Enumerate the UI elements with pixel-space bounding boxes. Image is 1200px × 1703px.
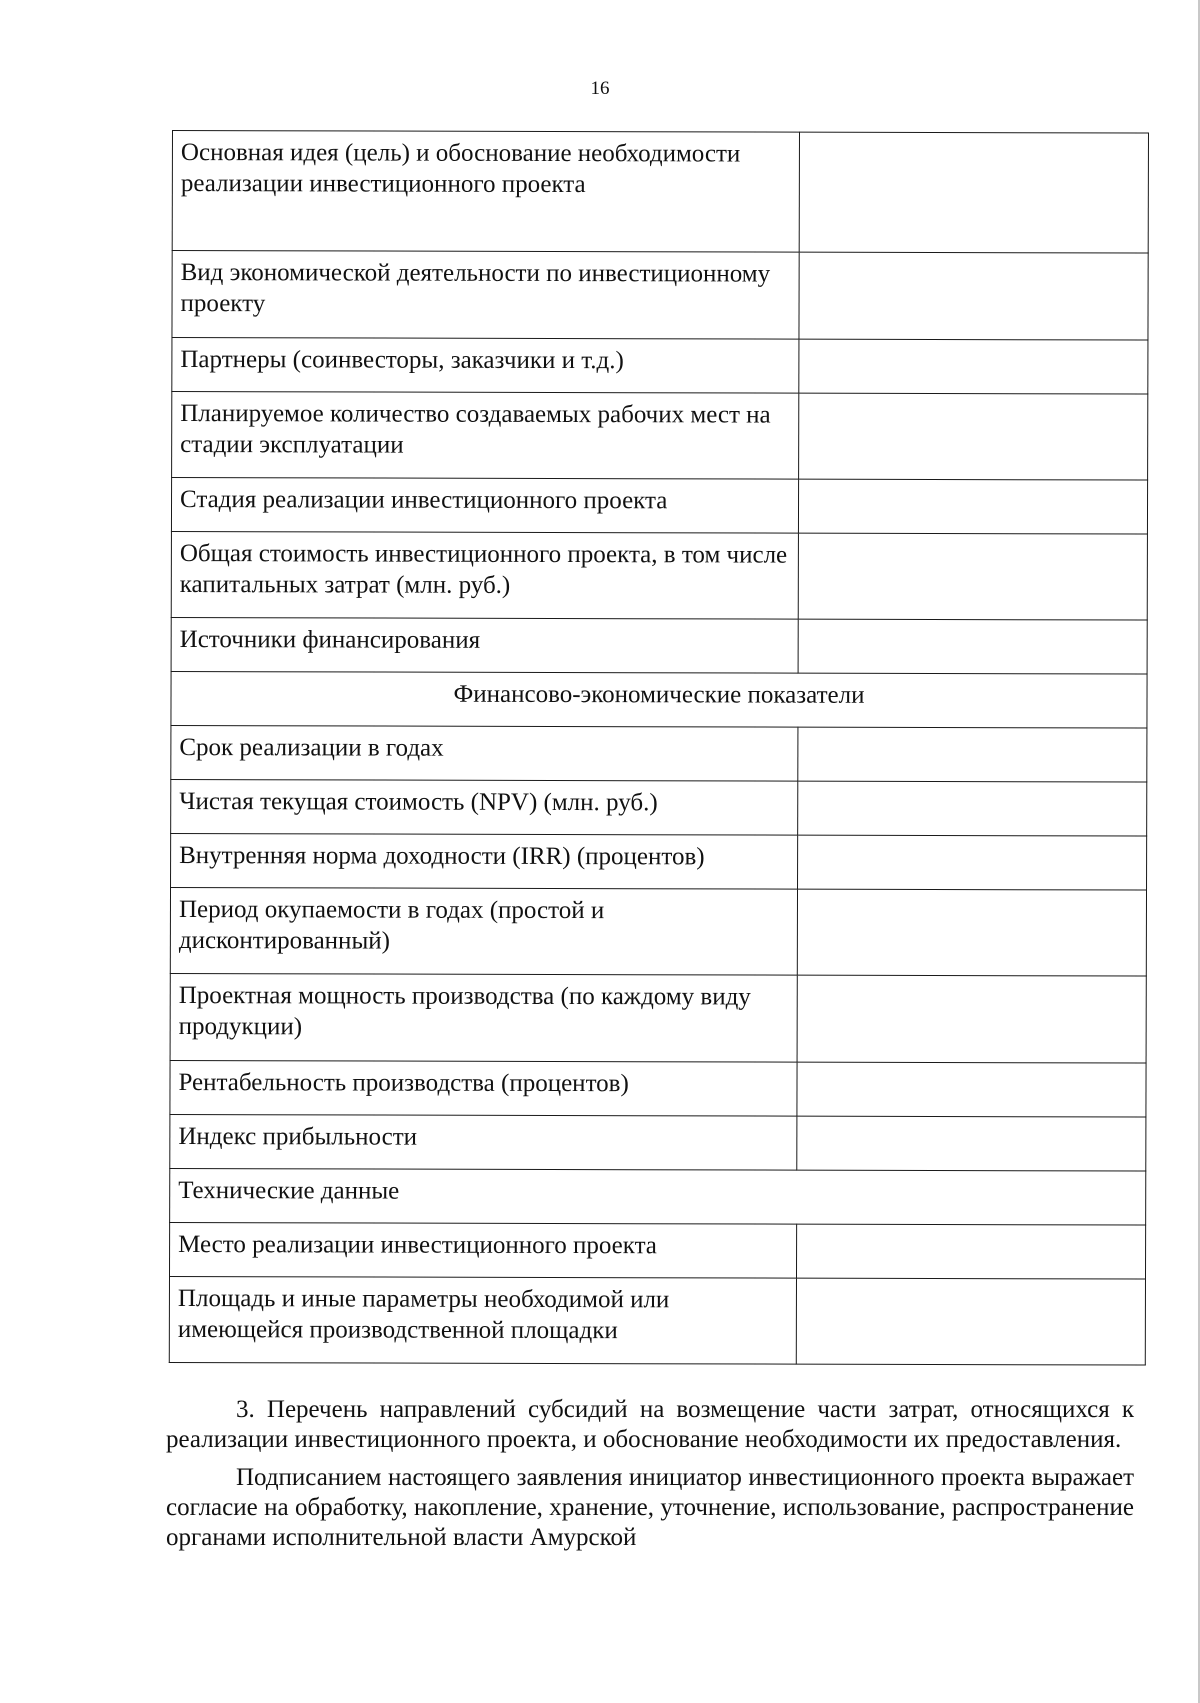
field-value[interactable] bbox=[798, 479, 1147, 534]
field-value[interactable] bbox=[798, 727, 1147, 782]
field-label: Основная идея (цель) и обоснование необходимости реализации инвестиционного проекта bbox=[172, 131, 799, 253]
paragraph-consent: Подписанием настоящего заявления инициатор инвестиционного проекта выражает согласие на обработку, накопление, хранение, уточнение, использование, распространение органами исполнительной власти Амурской bbox=[166, 1464, 1134, 1551]
field-value[interactable] bbox=[798, 533, 1147, 620]
field-value[interactable] bbox=[796, 1278, 1145, 1365]
field-label: Внутренняя норма доходности (IRR) (процентов) bbox=[171, 833, 798, 889]
field-value[interactable] bbox=[799, 393, 1148, 480]
field-label: Срок реализации в годах bbox=[171, 725, 798, 781]
field-value[interactable] bbox=[797, 975, 1146, 1063]
table-row bbox=[172, 392, 1148, 481]
field-value[interactable] bbox=[799, 339, 1148, 394]
field-value[interactable] bbox=[796, 1224, 1145, 1279]
table-row bbox=[171, 531, 1147, 620]
table-row bbox=[172, 338, 1148, 395]
field-label: Индекс прибыльности bbox=[170, 1114, 797, 1170]
table-row bbox=[172, 251, 1148, 341]
field-label: Рентабельность производства (процентов) bbox=[170, 1060, 797, 1116]
field-value[interactable] bbox=[798, 781, 1147, 836]
table-row bbox=[169, 1276, 1145, 1365]
field-label: Партнеры (соинвесторы, заказчики и т.д.) bbox=[172, 338, 799, 394]
table-row bbox=[171, 478, 1147, 535]
table-row bbox=[170, 1114, 1146, 1171]
field-label: Вид экономической деятельности по инвестиционному проекту bbox=[172, 251, 799, 340]
section-heading: Технические данные bbox=[170, 1168, 1146, 1225]
table-row bbox=[171, 725, 1147, 782]
page-number: 16 bbox=[590, 78, 610, 99]
table-row bbox=[170, 887, 1146, 976]
field-value[interactable] bbox=[798, 835, 1147, 890]
field-label: Чистая текущая стоимость (NPV) (млн. руб.) bbox=[171, 779, 798, 835]
table-row bbox=[171, 617, 1147, 674]
table-row bbox=[171, 779, 1147, 836]
paragraph-subsidy-list: 3. Перечень направлений субсидий на возмещение части затрат, относящихся к реализации инвестиционного проекта, и обоснование необходимости их предоставления. bbox=[166, 1396, 1134, 1453]
field-label: Планируемое количество создаваемых рабочих мест на стадии эксплуатации bbox=[172, 392, 799, 480]
table-row bbox=[169, 1222, 1145, 1279]
section-heading: Финансово-экономические показатели bbox=[171, 671, 1147, 728]
field-label: Площадь и иные параметры необходимой или имеющейся производственной площадки bbox=[169, 1276, 796, 1364]
field-label: Стадия реализации инвестиционного проекта bbox=[171, 478, 798, 534]
field-label: Источники финансирования bbox=[171, 617, 798, 673]
section-row bbox=[170, 1168, 1146, 1225]
field-label: Место реализации инвестиционного проекта bbox=[169, 1222, 796, 1278]
field-value[interactable] bbox=[797, 1116, 1146, 1171]
table-row bbox=[170, 973, 1146, 1063]
project-info-table bbox=[169, 130, 1149, 1366]
section-row bbox=[171, 671, 1147, 728]
field-value[interactable] bbox=[799, 252, 1148, 340]
body-text bbox=[166, 1395, 1134, 1561]
field-value[interactable] bbox=[797, 889, 1146, 976]
field-label: Проектная мощность производства (по каждому виду продукции) bbox=[170, 973, 797, 1062]
table-row bbox=[172, 131, 1148, 254]
field-value[interactable] bbox=[797, 1062, 1146, 1117]
field-label: Период окупаемости в годах (простой и дисконтированный) bbox=[170, 887, 797, 975]
table-row bbox=[170, 1060, 1146, 1117]
table-row bbox=[171, 833, 1147, 890]
field-label: Общая стоимость инвестиционного проекта, в том числе капитальных затрат (млн. руб.) bbox=[171, 531, 798, 619]
field-value[interactable] bbox=[798, 619, 1147, 674]
field-value[interactable] bbox=[799, 132, 1148, 253]
table-body bbox=[169, 131, 1148, 1366]
